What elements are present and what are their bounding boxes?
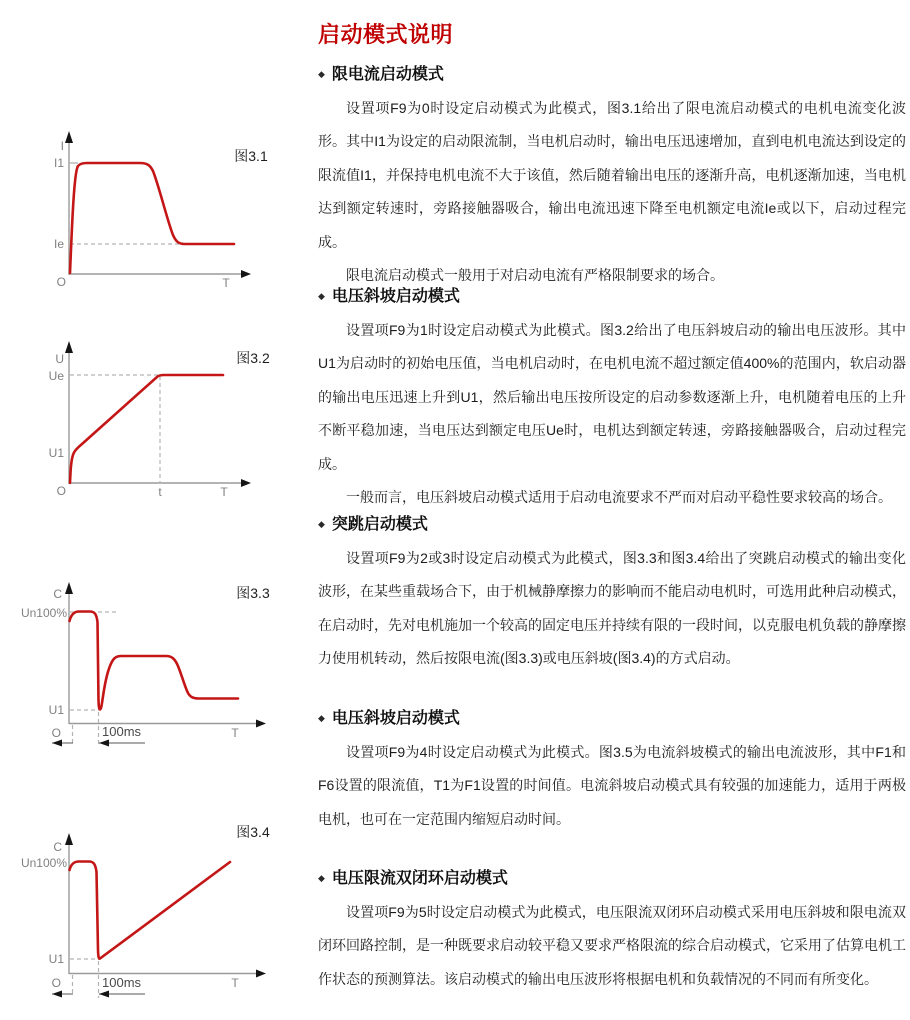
figure-3-3 — [20, 570, 300, 765]
y-tick-top-label: Ue — [48, 369, 64, 383]
figure-caption: 图3.1 — [234, 148, 268, 164]
section-heading-text: 突跳启动模式 — [331, 516, 428, 533]
page-title: 启动模式说明 — [318, 22, 454, 47]
diamond-bullet-icon: ◆ — [318, 519, 325, 529]
diamond-bullet-icon: ◆ — [318, 69, 325, 79]
paragraph: 设置项F9为0时设定启动模式为此模式，图3.1给出了限电流启动模式的电机电流变化波形。其中I1为设定的启动限流制，当电机启动时，输出电压迅速增加，直到电机电流达到设定的限流值I1，并保持电机电流不大于该值，然后随着输出电压的逐渐升高，电机逐渐加速，当电机达到额定转速时，旁路接触器吸合，输出电流迅速下降至电机额定电流Ie或以下，启动过程完成。 — [318, 100, 906, 250]
y-axis-arrow-icon — [65, 131, 73, 143]
figure-caption: 图3.2 — [236, 350, 270, 366]
x-axis-arrow-icon — [256, 970, 266, 978]
section-jump-start-mode — [318, 512, 906, 676]
origin-label: O — [51, 976, 61, 990]
y-axis-arrow-icon — [65, 833, 73, 845]
y-axis-label: I — [60, 139, 64, 153]
y-tick-bottom-label: Ie — [53, 237, 64, 251]
paragraph: 设置项F9为5时设定启动模式为此模式，电压限流双闭环启动模式采用电压斜坡和限电流双闭环回路控制，是一种既要求启动较平稳又要求严格限流的综合启动模式，它采用了估算电机工作状态的预测算法。该启动模式的输出电压波形将根据电机和负载情况的不同而有所变化。 — [318, 904, 906, 987]
dimension-arrow-icon — [99, 991, 109, 998]
origin-label: O — [56, 275, 66, 289]
x-axis-label: T — [231, 976, 239, 990]
paragraph: 设置项F9为4时设定启动模式为此模式。图3.5为电流斜坡模式的输出电流波形，其中F1和F6设置的限流值，T1为F1设置的时间值。电流斜坡启动模式具有较强的加速能力，适用于两极电机，也可在一定范围内缩短启动时间。 — [318, 744, 906, 827]
dimension-arrow-icon — [52, 740, 62, 747]
paragraph: 设置项F9为2或3时设定启动模式为此模式，图3.3和图3.4给出了突跳启动模式的输出变化波形，在某些重载场合下，由于机械静摩擦力的影响而不能启动电机时，可选用此种启动模式，在启动时，先对电机施加一个较高的固定电压并持续有限的一段时间，以克服电机负载的静摩擦力使用机转动，然后按限电流(图3.3)或电压斜坡(图3.4)的方式启动。 — [318, 550, 906, 667]
section-heading — [318, 284, 906, 309]
paragraph: 一般而言，电压斜坡启动模式适用于启动电流要求不严而对启动平稳性要求较高的场合。 — [346, 489, 892, 506]
figures-column — [0, 0, 310, 1020]
figure-3-2-plot — [20, 330, 300, 505]
y-axis-label: C — [53, 840, 62, 854]
diamond-bullet-icon: ◆ — [318, 291, 325, 301]
figure-3-2 — [20, 330, 300, 505]
duration-label: 100ms — [102, 975, 142, 990]
figure-3-1-plot — [20, 120, 300, 295]
dimension-arrow-icon — [52, 991, 62, 998]
y-tick-bottom-label: U1 — [48, 446, 64, 460]
y-axis-arrow-icon — [65, 341, 73, 353]
y-tick-bottom-label: U1 — [48, 952, 64, 966]
section-heading — [318, 512, 906, 537]
x-axis-label: T — [222, 276, 230, 290]
y-tick-top-label: Un100% — [20, 606, 67, 620]
y-axis-arrow-icon — [65, 582, 73, 594]
y-axis-label: C — [53, 587, 62, 601]
origin-label: O — [56, 484, 66, 498]
section-heading-text: 电压限流双闭环启动模式 — [331, 870, 508, 887]
x-axis-label: T — [220, 485, 228, 499]
y-tick-bottom-label: U1 — [48, 703, 64, 717]
paragraph: 设置项F9为1时设定启动模式为此模式。图3.2给出了电压斜坡启动的输出电压波形。其中U1为启动时的初始电压值，当电机启动时，在电机电流不超过额定值400%的范围内，软启动器的输出电压迅速上升到U1，然后输出电压按所设定的启动参数逐渐上升，电机随着电压的上升不断平稳加速，当电压达到额定电压Ue时，电机达到额定转速，旁路接触器吸合，启动过程完成。 — [318, 322, 906, 472]
jump-ramp-waveform-curve — [70, 862, 231, 959]
section-voltage-ramp-start-mode — [318, 284, 906, 514]
voltage-waveform-curve — [70, 375, 223, 483]
x-tick-label: t — [158, 485, 162, 499]
x-axis-arrow-icon — [241, 479, 251, 487]
figure-3-3-plot — [20, 570, 300, 765]
x-axis-arrow-icon — [241, 270, 251, 278]
origin-label: O — [51, 726, 61, 740]
section-heading-text: 电压斜坡启动模式 — [331, 710, 460, 727]
section-heading-text: 限电流启动模式 — [331, 66, 444, 83]
x-axis-arrow-icon — [256, 720, 266, 728]
section-current-ramp-start-mode — [318, 706, 906, 836]
section-current-limit-start-mode — [318, 62, 906, 292]
figure-caption: 图3.3 — [236, 585, 270, 601]
y-tick-top-label: I1 — [53, 156, 64, 170]
jump-current-waveform-curve — [70, 612, 239, 710]
section-dual-closed-loop-start-mode — [318, 866, 906, 996]
diamond-bullet-icon: ◆ — [318, 873, 325, 883]
diamond-bullet-icon: ◆ — [318, 713, 325, 723]
y-tick-top-label: Un100% — [20, 856, 67, 870]
x-axis-label: T — [231, 726, 239, 740]
figure-3-4-plot — [20, 810, 300, 1015]
section-heading — [318, 62, 906, 87]
section-heading-text: 电压斜坡启动模式 — [331, 288, 460, 305]
section-heading — [318, 866, 906, 891]
figure-caption: 图3.4 — [236, 824, 270, 840]
current-waveform-curve — [70, 163, 234, 273]
figure-3-1 — [20, 120, 300, 295]
section-heading — [318, 706, 906, 731]
dimension-arrow-icon — [99, 740, 109, 747]
paragraph: 限电流启动模式一般用于对启动电流有严格限制要求的场合。 — [346, 267, 724, 284]
y-axis-label: U — [55, 352, 64, 366]
figure-3-4 — [20, 810, 300, 1015]
duration-label: 100ms — [102, 724, 142, 739]
